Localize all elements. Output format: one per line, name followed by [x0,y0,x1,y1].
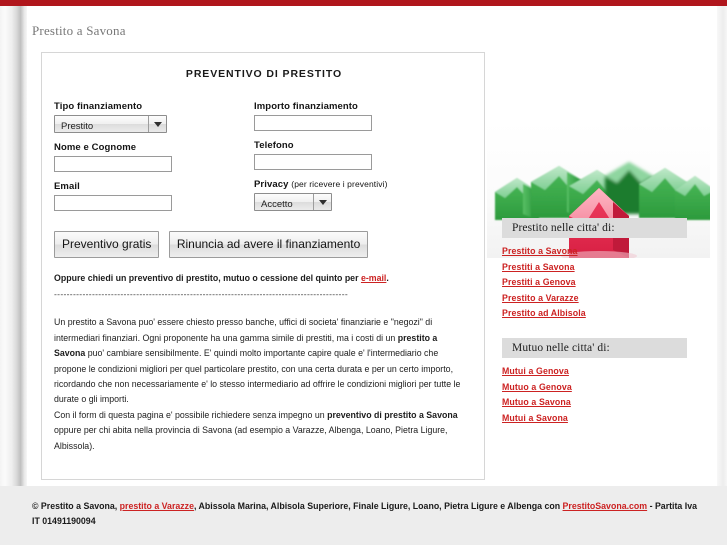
select-tipo-value: Prestito [61,121,94,132]
select-tipo-finanziamento[interactable] [54,115,167,133]
email-cta-text-before: Oppure chiedi un preventivo di prestito, mutuo o cessione del quinto per [54,273,361,283]
sidebar-links-mutuo [502,366,687,423]
breadcrumb: Prestito a Savona [32,23,126,38]
sidebar-link-prestito-varazze[interactable]: Prestito a Varazze [502,292,579,303]
sidebar-link-prestiti-genova[interactable]: Prestiti a Genova [502,277,576,287]
sidebar-heading-prestito: Prestito nelle citta' di: [502,218,687,238]
form-column-left [54,101,254,220]
field-tipo-finanziamento [54,101,254,133]
field-importo-finanziamento [254,101,459,131]
label-email: Email [54,181,80,192]
chevron-down-icon [154,122,162,127]
field-privacy [254,179,459,211]
email-field[interactable] [54,195,172,211]
form-title: PREVENTIVO DI PRESTITO [185,68,343,80]
email-link[interactable]: e-mail [360,273,387,283]
label-importo-finanziamento: Importo finanziamento [254,101,358,112]
sidebar-link-mutui-genova[interactable]: Mutui a Genova [502,366,569,376]
label-privacy-main: Privacy [254,179,289,190]
field-telefono [254,140,459,170]
label-tipo-finanziamento: Tipo finanziamento [54,101,143,112]
sidebar-link-prestito-savona[interactable]: Prestito a Savona [502,246,578,256]
sidebar-link-prestito-albisola[interactable]: Prestito ad Albisola [502,308,586,318]
email-cta-text-after: . [386,273,389,283]
form-column-right [254,101,459,220]
label-telefono: Telefono [254,140,294,151]
telefono-input[interactable] [254,154,372,170]
label-nome-cognome: Nome e Cognome [54,142,137,153]
paragraph-2-emphasis: preventivo di prestito a Savona [327,409,458,420]
paragraph-1-emphasis: prestito a Savona [54,332,438,359]
label-privacy [254,179,459,190]
chevron-down-icon [319,200,327,205]
paragraph-1-part-a: Un prestito a Savona puo' essere chiesto presso banche, uffici di societa' finanziarie e "negozi" di intermediari finanziari. Ogni proponente ha una gamma simile di prestiti, ma i costi di un [54,317,433,343]
decline-financing-button[interactable]: Rinuncia ad avere il finanziamento [169,231,368,258]
paragraph-2-part-b: oppure per chi abita nella provincia di Savona (ad esempio a Varazze, Albenga, Loano, Pietra Ligure, Albissola). [54,425,448,451]
sidebar-heading-mutuo: Mutuo nelle citta' di: [502,338,687,358]
label-privacy-note: (per ricevere i preventivi) [291,179,388,189]
right-page-gutter [717,6,727,545]
form-actions [54,231,373,258]
field-nome-cognome [54,142,254,172]
sidebar-link-mutuo-genova[interactable]: Mutuo a Genova [502,381,572,392]
paragraph-1 [54,315,470,407]
field-email [54,181,254,211]
sidebar-links-prestito [502,246,687,318]
sidebar-link-mutuo-savona[interactable]: Mutuo a Savona [502,397,571,407]
right-sidebar [502,218,687,443]
paragraph-2 [54,408,470,454]
article-body [54,271,470,454]
select-tipo-dropdown-button[interactable] [148,116,166,132]
dashed-divider: --------------------------------------------------------------------------------------------- [54,289,349,300]
select-privacy-dropdown-button[interactable] [313,194,331,210]
sidebar-link-prestiti-savona[interactable]: Prestiti a Savona [502,261,575,272]
footer-link-prestito-varazze[interactable]: prestito a Varazze [119,501,194,511]
main-content-card [41,52,485,480]
footer-text-1: © Prestito a Savona, [32,501,120,511]
email-cta-line [54,271,470,286]
footer-copyright [32,499,698,529]
paragraph-1-part-b: puo' cambiare sensibilmente. E' quindi molto importante capire quale e' l'intermediario che propone le condizioni migliori per quel particolare prestito, con una certa durata e per un certo importo, ricordando che non necessariamente e' lo stesso intermediario ad offrire le condizioni migliori per tutte le durate o gli importi. [54,348,461,405]
importo-finanziamento-input[interactable] [254,115,372,131]
footer-link-prestitosavona[interactable]: PrestitoSavona.com [562,501,648,511]
left-page-gutter [0,6,27,545]
sidebar-link-mutui-savona[interactable]: Mutui a Savona [502,412,568,423]
submit-quote-button[interactable]: Preventivo gratis [54,231,159,258]
footer-text-2: , Abissola Marina, Albisola Superiore, Finale Ligure, Loano, Pietra Ligure e Albenga con [193,501,563,511]
nome-cognome-input[interactable] [54,156,172,172]
select-privacy[interactable] [254,193,332,211]
footer-text-3: - Partita Iva IT 01491190094 [32,501,697,526]
select-privacy-value: Accetto [261,199,293,210]
paragraph-2-part-a: Con il form di questa pagina e' possibile richiedere senza impegno un [54,409,328,420]
